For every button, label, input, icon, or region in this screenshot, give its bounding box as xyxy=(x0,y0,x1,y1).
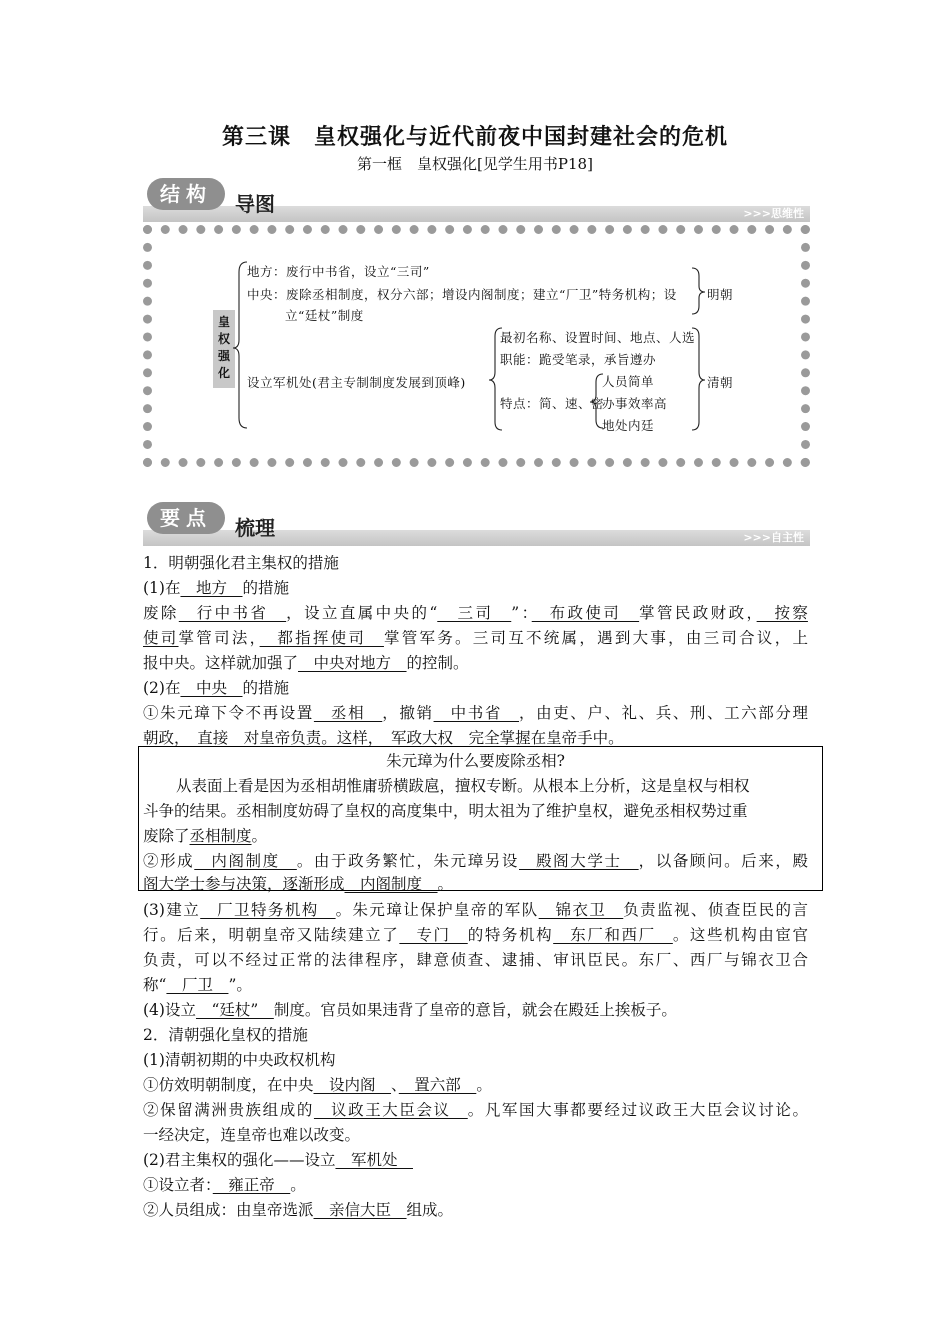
heading-qing: 2．清朝强化皇权的措施 xyxy=(143,1026,308,1044)
mindmap-qing-item: 最初名称、设置时间、地点、人选 xyxy=(500,330,696,345)
text-line: (3)建立 厂卫特务机构 。朱元璋让保护皇帝的军队 锦衣卫 负责监视、侦查臣民的言 xyxy=(143,901,808,919)
answer-blank: 都指挥使司 xyxy=(259,629,384,647)
answer-blank: 东厂和西厂 xyxy=(553,926,673,944)
answer-blank: 内阁制度 xyxy=(194,852,297,870)
text-line: 称“ 厂卫 ”。 xyxy=(143,976,252,994)
answer-blank: 三司 xyxy=(437,604,512,622)
mindmap-ming-local: 地方：废行中书省，设立“三司” xyxy=(247,264,430,279)
banner-pill: 要点 xyxy=(147,502,225,534)
text-line: 阁大学士参与决策，逐渐形成 内阁制度 。 xyxy=(143,875,454,893)
mindmap-qing-label: 清朝 xyxy=(707,375,734,390)
answer-blank: 内阁制度 xyxy=(344,875,438,893)
answer-blank: 军机处 xyxy=(335,1151,413,1169)
text-line: (2)君主集权的强化——设立 军机处 xyxy=(143,1151,413,1169)
page-title: 第三课 皇权强化与近代前夜中国封建社会的危机 xyxy=(221,125,728,150)
text-line: ②形成 内阁制度 。由于政务繁忙，朱元璋另设 殿阁大学士 ，以备顾问。后来，殿 xyxy=(143,852,808,870)
mindmap-ming-central-cont: 立“廷杖”制度 xyxy=(285,308,364,323)
answer-blank: 厂卫特务机构 xyxy=(200,901,336,919)
text-line: ②保留满洲贵族组成的 议政王大臣会议 。凡军国大事都要经过议政王大臣会议讨论。 xyxy=(143,1101,808,1119)
answer-blank: 锦衣卫 xyxy=(538,901,624,919)
answer-blank: 军政大权 xyxy=(375,729,469,747)
answer-blank: 直接 xyxy=(181,729,244,747)
answer-blank: 布政使司 xyxy=(531,604,640,622)
banner-tag: >>>自主性 xyxy=(743,531,804,544)
text-line: ①仿效明朝制度，在中央 设内阁 、 置六部 。 xyxy=(143,1076,492,1094)
mindmap-qing-feature: 办事效率高 xyxy=(602,396,668,411)
banner-label: 梳理 xyxy=(235,516,275,540)
answer-blank: “廷杖” xyxy=(195,1001,274,1019)
answer-blank: 使司 xyxy=(143,629,179,647)
answer-blank: 丞相制度 xyxy=(189,827,252,845)
answer-blank: 雍正帝 xyxy=(212,1176,291,1194)
mindmap-qing-item: 职能：跪受笔录，承旨遵办 xyxy=(500,352,657,367)
banner-label: 导图 xyxy=(235,192,275,216)
text-line: (4)设立 “廷杖” 制度。官员如果违背了皇帝的意旨，就会在殿廷上挨板子。 xyxy=(143,1001,677,1019)
answer-blank: 亲信大臣 xyxy=(313,1201,407,1219)
mindmap-ming-label: 明朝 xyxy=(707,287,734,302)
text-line: (2)在 中央 的措施 xyxy=(143,679,289,697)
mindmap-ming-central: 中央：废除丞相制度，权分六部；增设内阁制度；建立“厂卫”特务机构；设 xyxy=(247,287,677,302)
answer-blank: 议政王大臣会议 xyxy=(313,1101,468,1119)
answer-blank: 置六部 xyxy=(398,1076,477,1094)
text-line: 负责，可以不经过正常的法律程序，肆意侦查、逮捕、审讯臣民。东厂、西厂与锦衣卫合 xyxy=(143,951,808,969)
answer-blank: 中央对地方 xyxy=(298,654,407,672)
text-line: (1)在 地方 的措施 xyxy=(143,579,289,597)
answer-blank: 地方 xyxy=(180,579,243,597)
answer-blank: 厂卫 xyxy=(166,976,229,994)
banner-tag: >>>思维性 xyxy=(743,207,804,220)
banner-pill: 结构 xyxy=(147,178,225,210)
answer-blank: 中央 xyxy=(180,679,243,697)
answer-blank: 殿阁大学士 xyxy=(519,852,639,870)
page-subtitle: 第一框 皇权强化[见学生用书P18] xyxy=(357,155,593,173)
answer-blank: 设内阁 xyxy=(313,1076,392,1094)
mindmap-qing-feature: 地处内廷 xyxy=(602,418,655,433)
text-line: 报中央。这样就加强了 中央对地方 的控制。 xyxy=(143,654,469,672)
text-line: 行。后来，明朝皇帝又陆续建立了 专门 的特务机构 东厂和西厂 。这些机构由宦官 xyxy=(143,926,808,944)
mindmap-root-label: 皇权强化 xyxy=(218,315,231,380)
mindmap-qing-features: 特点：简、速、密 xyxy=(500,396,605,411)
text-line: 使司掌管司法， 都指挥使司 掌管军务。三司互不统属，遇到大事，由三司合议，上 xyxy=(143,629,808,647)
box-text: 废除了丞相制度。 xyxy=(143,827,268,845)
answer-blank: 按察 xyxy=(756,604,808,622)
answer-blank: 专门 xyxy=(399,926,468,944)
box-text: 斗争的结果。丞相制度妨碍了皇权的高度集中，明太祖为了维护皇权，避免丞相权势过重 xyxy=(143,802,748,820)
mindmap-qing-main: 设立军机处(君主专制制度发展到顶峰) xyxy=(247,375,466,390)
text-line: (1)清朝初期的中央政权机构 xyxy=(143,1051,336,1069)
mindmap-qing-feature: 人员简单 xyxy=(602,374,655,389)
text-line: ①设立者： 雍正帝 。 xyxy=(143,1176,306,1194)
box-title: 朱元璋为什么要废除丞相? xyxy=(386,752,565,770)
text-line: 朝政， 直接 对皇帝负责。这样， 军政大权 完全掌握在皇帝手中。 xyxy=(143,729,624,747)
key-points-banner xyxy=(143,500,810,548)
answer-blank: 中书省 xyxy=(433,704,520,722)
box-text: 从表面上看是因为丞相胡惟庸骄横跋扈，擅权专断。从根本上分析，这是皇权与相权 xyxy=(176,777,750,795)
heading-ming: 1．明朝强化君主集权的措施 xyxy=(143,554,339,572)
answer-blank: 行中书省 xyxy=(178,604,287,622)
text-line: 一经决定，连皇帝也难以改变。 xyxy=(143,1126,361,1144)
text-line: ①朱元璋下令不再设置 丞相 ，撤销 中书省 ，由吏、户、礼、兵、刑、工六部分理 xyxy=(143,704,808,722)
text-line: 废除 行中书省 ，设立直属中央的“ 三司 ”： 布政使司 掌管民政财政， 按察 xyxy=(143,604,808,622)
text-line: ②人员组成：由皇帝选派 亲信大臣 组成。 xyxy=(143,1201,454,1219)
answer-blank: 丞相 xyxy=(313,704,383,722)
